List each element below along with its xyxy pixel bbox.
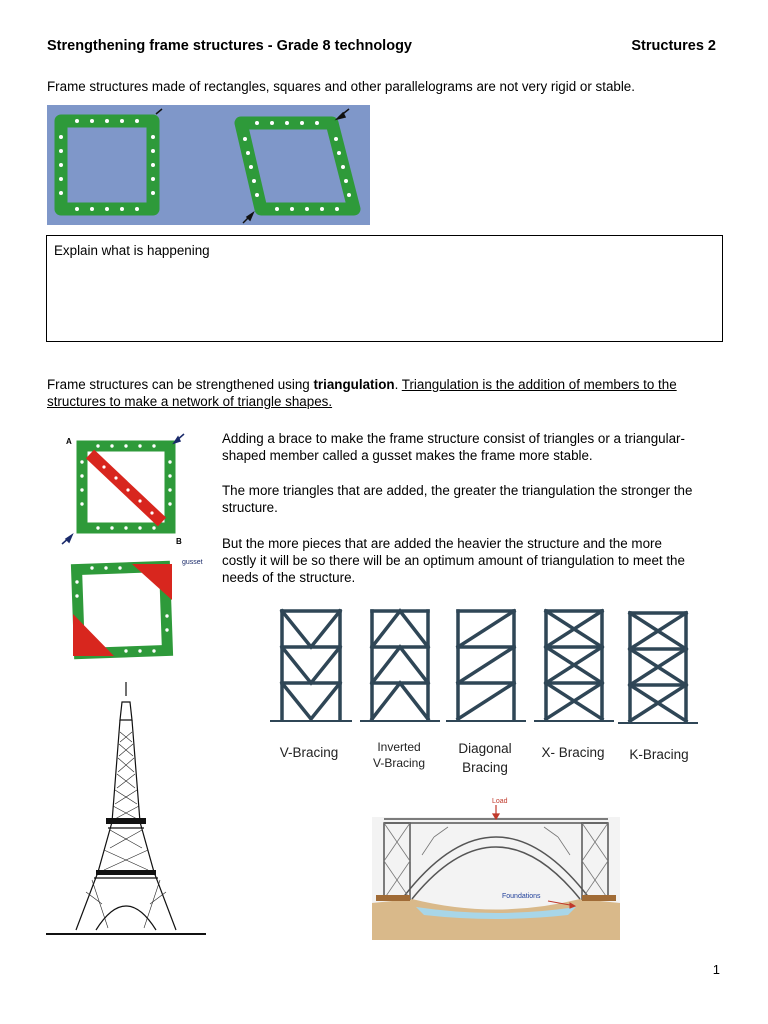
intro-text: Frame structures made of rectangles, squares and other parallelograms are not very rigid or stable. xyxy=(47,79,635,94)
page-number: 1 xyxy=(712,962,720,977)
corner-b-label: B xyxy=(176,537,182,546)
foundations-label: Foundations xyxy=(502,893,541,900)
diagonal-bracing-frame xyxy=(458,611,514,719)
eiffel-tower-image xyxy=(46,682,208,937)
brace-paragraph: Adding a brace to make the frame structure consist of triangles or a triangular- shaped member called a gusset makes the frame more stable. xyxy=(222,431,685,463)
inverted-v-bracing-label: Inverted V-Bracing xyxy=(372,740,426,770)
gusset-frame-figure xyxy=(68,556,213,661)
weight-paragraph: But the more pieces that are added the heavier the structure and the more costly it will be so there will be an optimum amount of triangulation to meet the needs of the structure. xyxy=(222,536,685,585)
triangulation-definition: Frame structures can be strengthened using triangulation. Triangulation is the addition of members to the structures to make a network of triangle shapes. xyxy=(47,377,677,409)
v-bracing-frame xyxy=(282,611,340,719)
bracing-types-diagram xyxy=(268,605,700,730)
triangles-paragraph: The more triangles that are added, the greater the triangulation the stronger the structure. xyxy=(222,483,693,515)
arch-bridge-image xyxy=(372,795,620,940)
x-bracing-label: X- Bracing xyxy=(541,745,605,760)
v-bracing-label: V-Bracing xyxy=(279,745,339,760)
load-arrow-icon xyxy=(493,805,499,819)
triangulation-term: triangulation xyxy=(313,377,395,392)
diagonal-bracing-label: Diagonal Bracing xyxy=(458,741,512,775)
tower-lattice xyxy=(86,732,166,928)
unstable-frames-photo xyxy=(47,105,370,225)
inverted-v-bracing-frame xyxy=(372,611,428,719)
page-title: Strengthening frame structures - Grade 8 technology xyxy=(47,38,412,54)
corner-a-label: A xyxy=(66,437,72,446)
answer-box[interactable] xyxy=(46,235,723,342)
gusset-label: gusset xyxy=(182,559,203,566)
k-bracing-label: K-Bracing xyxy=(629,747,689,762)
answer-box-label: Explain what is happening xyxy=(54,243,210,258)
braced-frame-figure xyxy=(60,432,190,547)
section-label: Structures 2 xyxy=(631,38,716,54)
x-bracing-frame xyxy=(546,611,602,719)
k-bracing-frame xyxy=(630,613,686,721)
load-label: Load xyxy=(492,798,508,805)
